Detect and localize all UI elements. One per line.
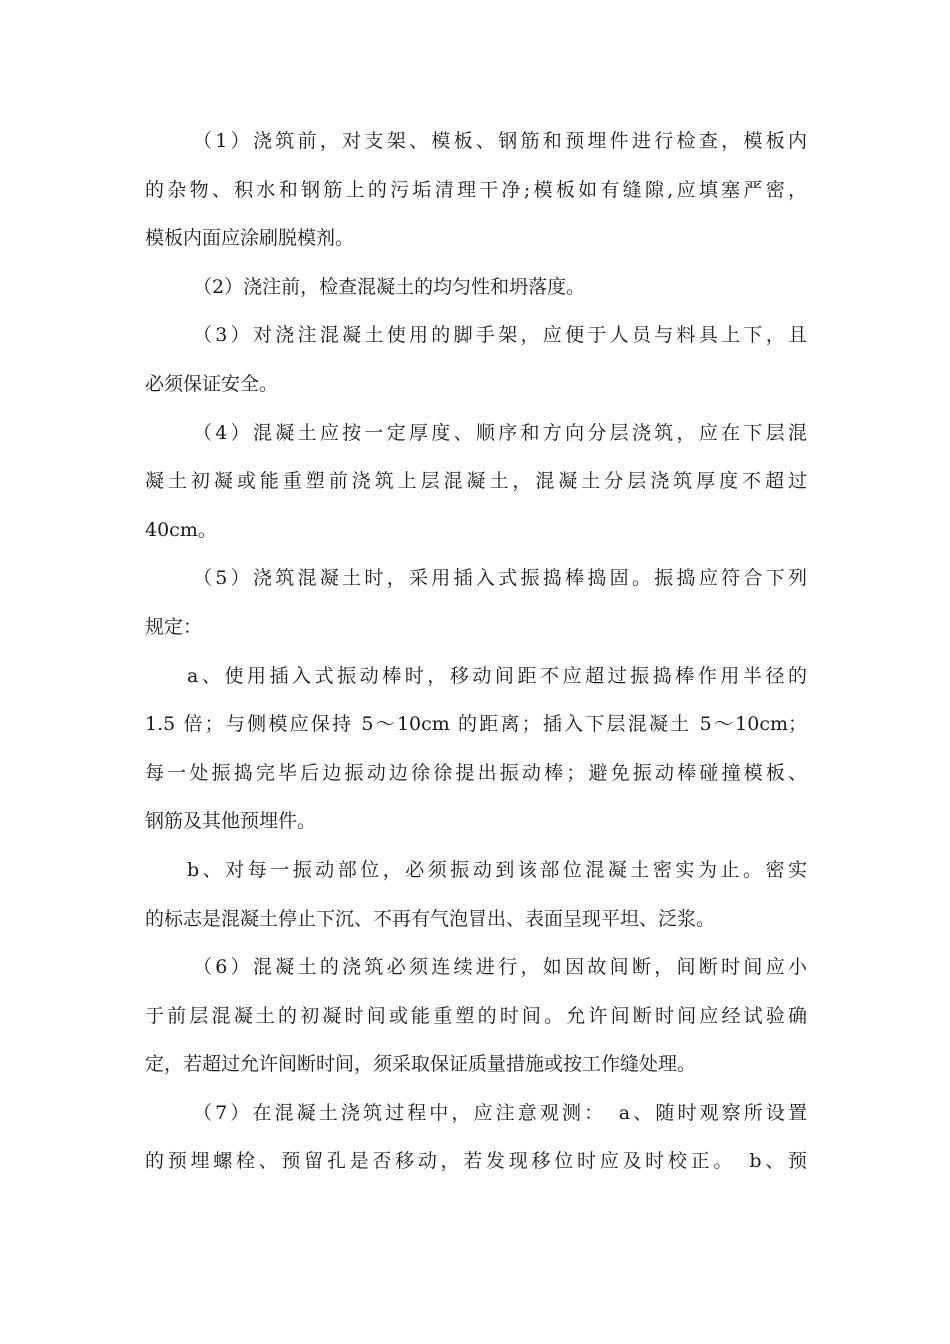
- paragraph-6-line-2: 于前层混凝土的初凝时间或能重塑的时间。允许间断时间应经试验确: [145, 1004, 807, 1027]
- document-body: [145, 117, 807, 1186]
- paragraph-5a-line-3: 每一处振捣完毕后边振动边徐徐提出振动棒；避免振动棒碰撞模板、: [145, 761, 807, 784]
- paragraph-3-line-1: （3）对浇注混凝土使用的脚手架，应便于人员与料具上下，且: [193, 324, 807, 347]
- paragraph-5b-line-1: b、对每一振动部位，必须振动到该部位混凝土密实为止。密实: [187, 858, 807, 881]
- paragraph-5a-line-4: 钢筋及其他预埋件。: [145, 810, 317, 833]
- paragraph-7-line-2: 的预埋螺栓、预留孔是否移动，若发现移位时应及时校正。 b、预: [145, 1150, 807, 1173]
- paragraph-3-line-2: 必须保证安全。: [145, 372, 279, 395]
- paragraph-1-line-2: 的杂物、积水和钢筋上的污垢清理干净;模板如有缝隙,应填塞严密，: [145, 178, 807, 201]
- paragraph-4-line-3: 40cm。: [145, 518, 217, 541]
- paragraph-5b-line-2: 的标志是混凝土停止下沉、不再有气泡冒出、表面呈现平坦、泛浆。: [145, 907, 716, 930]
- paragraph-1-line-1: （1）浇筑前，对支架、模板、钢筋和预埋件进行检查，模板内: [193, 130, 807, 152]
- paragraph-5-line-2: 规定：: [145, 615, 203, 638]
- paragraph-5a-line-2: 1.5 倍；与侧模应保持 5～10cm 的距离；插入下层混凝土 5～10cm；: [145, 713, 807, 736]
- paragraph-2-line-1: （2）浇注前，检查混凝土的均匀性和坍落度。: [193, 275, 586, 298]
- paragraph-4-line-1: （4）混凝土应按一定厚度、顺序和方向分层浇筑，应在下层混: [193, 421, 807, 444]
- paragraph-1-line-3: 模板内面应涂刷脱模剂。: [145, 227, 355, 250]
- paragraph-5-line-1: （5）浇筑混凝土时，采用插入式振捣棒捣固。振捣应符合下列: [193, 567, 807, 590]
- paragraph-4-line-2: 凝土初凝或能重塑前浇筑上层混凝土，混凝土分层浇筑厚度不超过: [145, 470, 807, 493]
- paragraph-7-line-1: （7）在混凝土浇筑过程中，应注意观测： a、随时观察所设置: [193, 1101, 807, 1124]
- paragraph-5a-line-1: a、使用插入式振动棒时，移动间距不应超过振捣棒作用半径的: [187, 664, 807, 687]
- paragraph-6-line-1: （6）混凝土的浇筑必须连续进行，如因故间断，间断时间应小: [193, 956, 807, 979]
- paragraph-6-line-3: 定，若超过允许间断时间，须采取保证质量措施或按工作缝处理。: [145, 1053, 697, 1076]
